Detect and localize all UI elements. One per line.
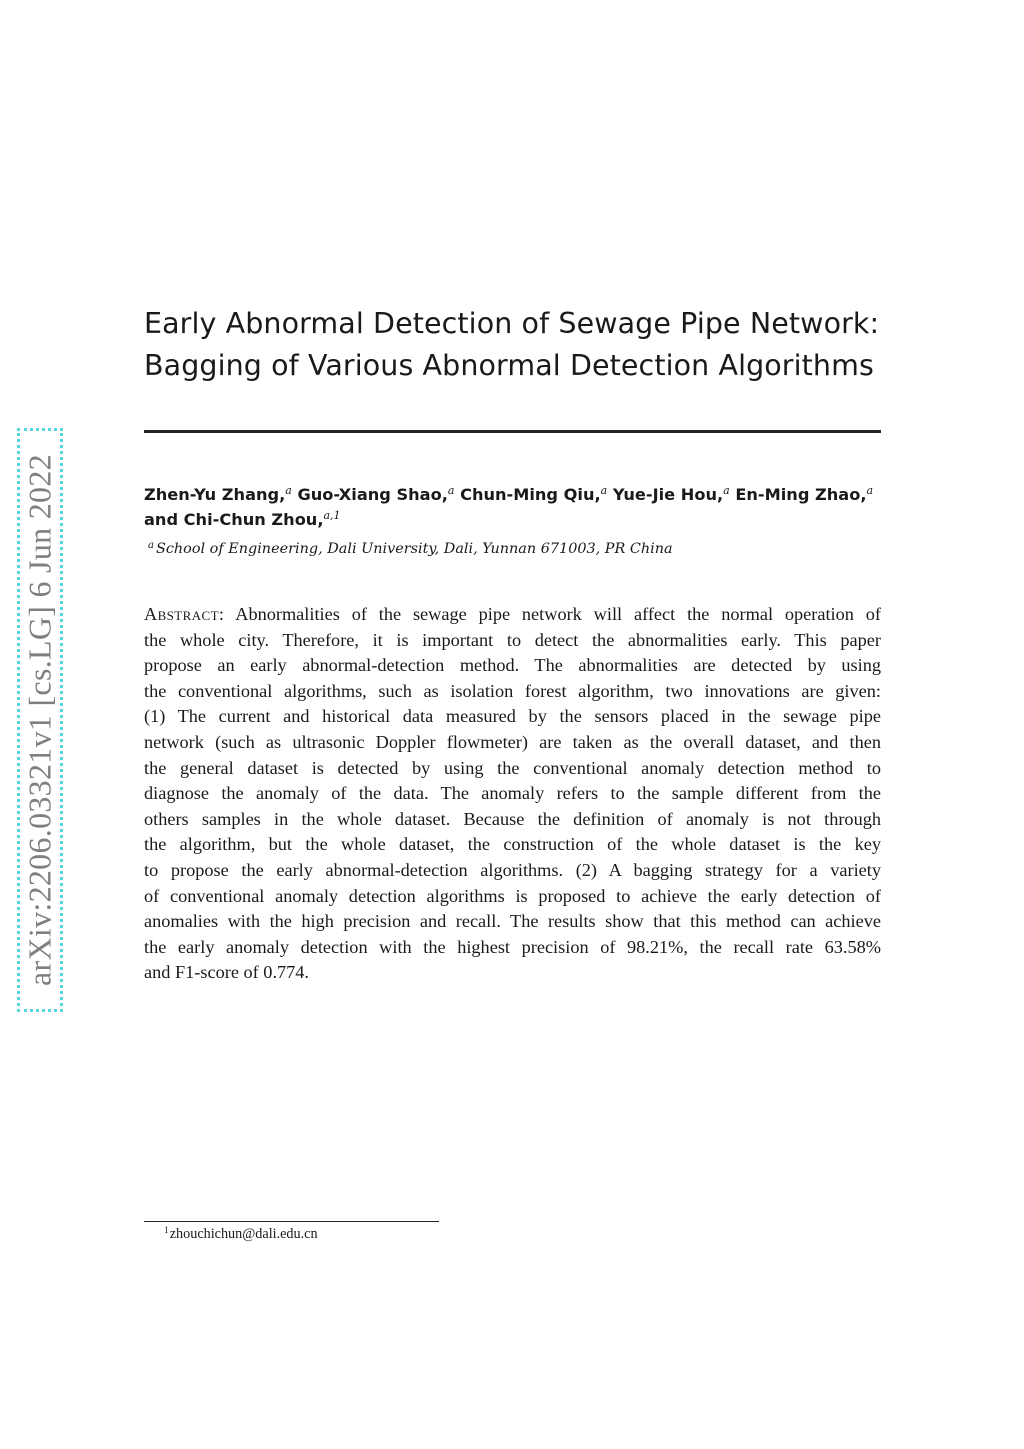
author-name: Guo-Xiang Shao, xyxy=(297,485,448,504)
author-affil-mark: a xyxy=(285,484,292,497)
affiliation xyxy=(148,541,673,557)
author-line-2 xyxy=(144,507,884,532)
author-affil-mark: a xyxy=(723,484,730,497)
abstract-line: the algorithm, but the whole dataset, the construction of the whole dataset is the key xyxy=(144,834,881,855)
author-name: En-Ming Zhao, xyxy=(735,485,867,504)
abstract-line: propose an early abnormal-detection method. The abnormalities are detected by using xyxy=(144,655,881,676)
author-affil-mark: a xyxy=(447,484,455,497)
abstract-line: to propose the early abnormal-detection algorithms. (2) A bagging strategy for a variety xyxy=(144,859,881,880)
abstract-line: the general dataset is detected by using the conventional anomaly detection method to xyxy=(144,757,881,778)
footnote-mark: 1 xyxy=(164,1226,169,1236)
abstract-line: of conventional anomaly detection algorithms is proposed to achieve the early detection of xyxy=(144,885,881,906)
abstract-line: the early anomaly detection with the highest precision of 98.21%, the recall rate 63.58% xyxy=(144,936,881,957)
abstract-line: Abstract: Abnormalities of the sewage pipe network will affect the normal operation of xyxy=(144,604,881,624)
abstract xyxy=(144,602,881,986)
abstract-line: and F1-score of 0.774. xyxy=(144,962,310,983)
author-name: Zhen-Yu Zhang, xyxy=(144,485,286,504)
abstract-line: the conventional algorithms, such as isolation forest algorithm, two innovations are given: xyxy=(144,680,881,701)
paper-title-line-1: Early Abnormal Detection of Sewage Pipe Network: xyxy=(144,307,880,340)
paper-title xyxy=(144,303,884,387)
abstract-line: anomalies with the high precision and recall. The results show that this method can achieve xyxy=(144,911,881,932)
author-line-1 xyxy=(144,482,884,507)
title-divider xyxy=(144,430,881,433)
affiliation-mark: a xyxy=(148,540,154,551)
author-name: Chun-Ming Qiu, xyxy=(460,485,601,504)
abstract-line: the whole city. Therefore, it is important to detect the abnormalities early. This paper xyxy=(144,629,881,650)
footnote-email[interactable]: zhouchichun@dali.edu.cn xyxy=(169,1226,318,1242)
abstract-line: diagnose the anomaly of the data. The anomaly refers to the sample different from the xyxy=(144,783,881,804)
author-list xyxy=(144,482,884,532)
paper-title-line-2: Bagging of Various Abnormal Detection Algorithms xyxy=(144,349,874,382)
author-affil-mark: a xyxy=(600,484,608,497)
author-affil-mark: a,1 xyxy=(323,509,341,522)
footnote-divider xyxy=(144,1221,439,1222)
abstract-line: network (such as ultrasonic Doppler flowmeter) are taken as the overall dataset, and then xyxy=(144,731,881,752)
author-affil-mark: a xyxy=(866,484,874,497)
author-name: and Chi-Chun Zhou, xyxy=(144,510,324,529)
abstract-label: Abstract: xyxy=(144,604,225,624)
arxiv-stamp-text[interactable]: arXiv:2206.03321v1 [cs.LG] 6 Jun 2022 xyxy=(21,454,58,986)
author-name: Yue-Jie Hou, xyxy=(612,485,724,504)
abstract-line: (1) The current and historical data measured by the sensors placed in the sewage pipe xyxy=(144,706,881,727)
abstract-line: others samples in the whole dataset. Because the definition of anomaly is not through xyxy=(144,808,881,829)
affiliation-text: School of Engineering, Dali University, Dali, Yunnan 671003, PR China xyxy=(155,541,673,557)
footnote xyxy=(164,1226,318,1243)
